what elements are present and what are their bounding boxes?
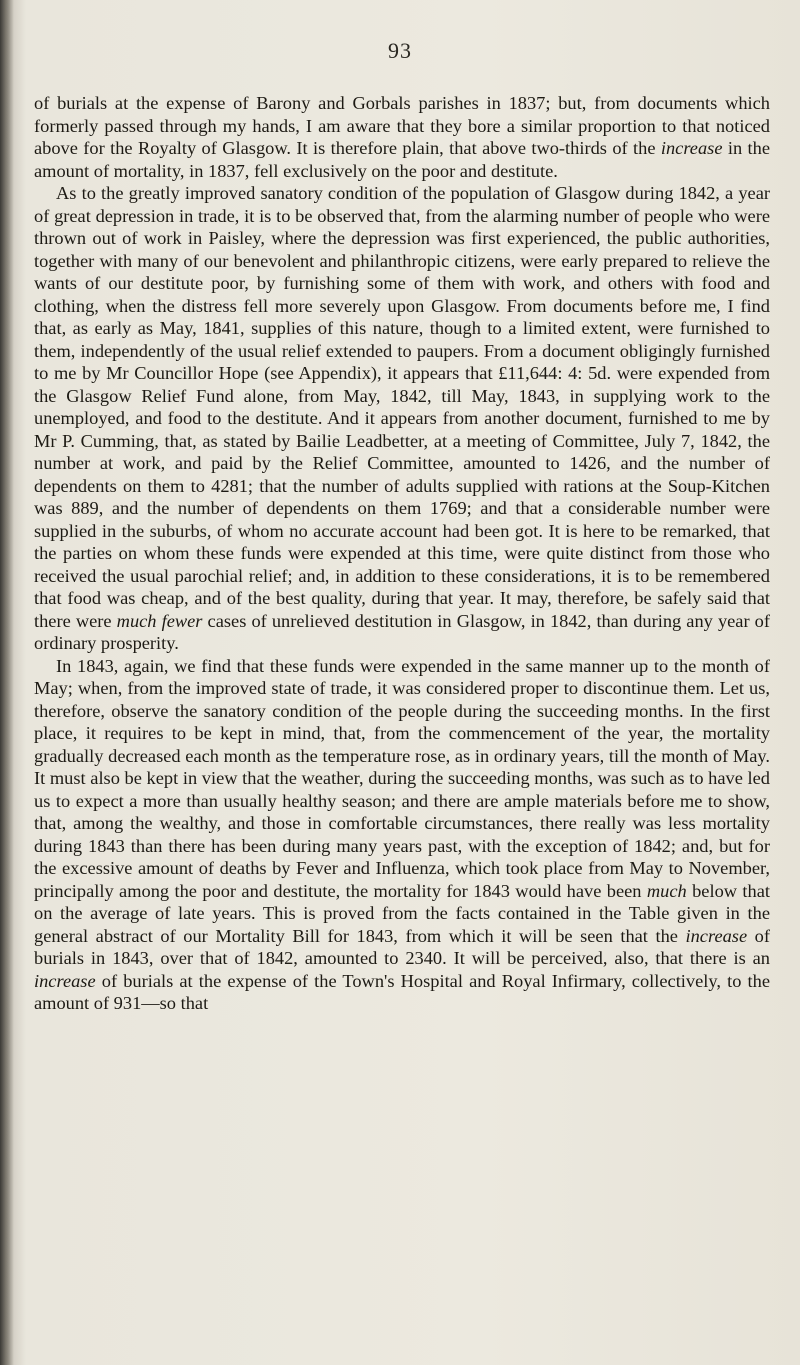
text-run: of burials at the expense of Barony and Gorbals parishes in 1837; but, from documents which formerly passed through my hands, I am aware that they bore a similar proportion to that noticed above for the Royalty of Glasgow. It is therefore plain, that above two-thirds of the — [34, 93, 770, 158]
paragraph-3 — [34, 655, 770, 1015]
page-number: 93 — [388, 38, 412, 63]
paragraph-2 — [34, 182, 770, 655]
page-spine-shadow — [0, 0, 14, 1365]
text-run: of burials in 1843, over that of 1842, amounted to 2340. It will be perceived, also, that there is an — [34, 925, 770, 968]
text-run: in the amount of mortality, in 1837, fell exclusively on the poor and destitute. — [34, 138, 771, 181]
italic-text-run: much — [646, 880, 687, 901]
text-run: As to the greatly improved sanatory condition of the population of Glasgow during 1842, a year of great depression in trade, it is to be observed that, from the alarming number of people who were thrown out of work in Paisley, where the depression was first experienced, the public authorities, together with many of our benevolent and philanthropic citizens, were early prepared to relieve the wants of our destitute poor, by furnishing some of them with work, and others with food and clothing, when the distress fell more severely upon Glasgow. From documents before me, I find that, as early as May, 1841, supplies of this nature, though to a limited extent, were furnished to them, independently of the usual relief extended to paupers. From a document obligingly furnished to me by Mr Councillor Hope (see Appendix), it appears that £11,644: 4: 5d. were expended from the Glasgow Relief Fund alone, from May, 1842, till May, 1843, in supplying work to the unemployed, and food to the destitute. And it appears from another document, furnished to me by Mr P. Cumming, that, as stated by Bailie Leadbetter, at a meeting of Committee, July 7, 1842, the number at work, and paid by the Relief Committee, amounted to 1426, and the number of dependents on them to 4281; that the number of adults supplied with rations at the Soup-Kitchen was 889, and the number of dependents on them 1769; and that a considerable number were supplied in the suburbs, of whom no accurate account had been got. It is here to be remarked, that the parties on whom these funds were expended at this time, were quite distinct from those who received the usual parochial relief; and, in addition to these considerations, it is to be remembered that food was cheap, and of the best quality, during that year. It may, therefore, be safely said that there were — [34, 183, 770, 631]
italic-text-run: increase — [685, 925, 748, 946]
text-run: cases of unrelieved destitution in Glasgow, in 1842, than during any year of ordinary prosperity. — [34, 610, 771, 653]
italic-text-run: much fewer — [116, 610, 203, 631]
text-run: below that on the average of late years. This is proved from the facts contained in the Table given in the general abstract of our Mortality Bill for 1843, from which it will be seen that the — [34, 880, 771, 946]
paragraph-1 — [34, 92, 770, 182]
body-text — [34, 92, 770, 1015]
italic-text-run: increase — [660, 138, 723, 158]
text-run: of burials at the expense of the Town's Hospital and Royal Infirmary, collectively, to the amount of 931—so that — [34, 970, 770, 1013]
text-run: In 1843, again, we find that these funds were expended in the same manner up to the month of May; when, from the improved state of trade, it was considered proper to discontinue them. Let us, therefore, observe the sanatory condition of the people during the succeeding months. In the first place, it requires to be kept in mind, that, from the commencement of the year, the mortality gradually decreased each month as the temperature rose, as in ordinary years, till the month of May. It must also be kept in view that the weather, during the succeeding months, was such as to have led us to expect a more than usually healthy season; and there are ample materials before me to show, that, among the wealthy, and those in comfortable circumstances, there really was less mortality during 1843 than there has been during many years past, with the exception of 1842; and, but for the excessive amount of deaths by Fever and Influenza, which took place from May to November, principally among the poor and destitute, the mortality for 1843 would have been — [34, 655, 770, 901]
italic-text-run: increase — [34, 970, 96, 991]
